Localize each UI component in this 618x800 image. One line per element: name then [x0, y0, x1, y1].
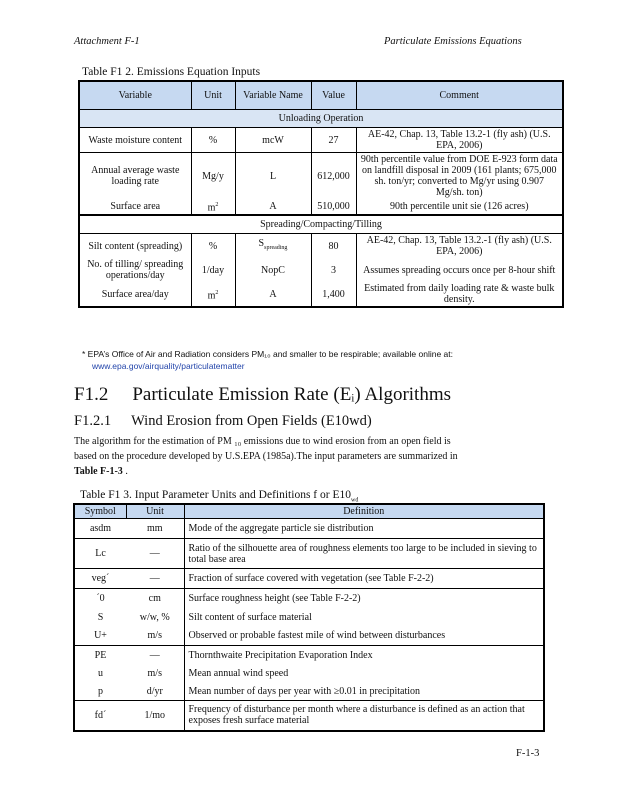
cell: 510,000 [311, 199, 356, 215]
section-heading: F1.2 Particulate Emission Rate (Eᵢ) Algorithms [74, 384, 451, 405]
table-row [79, 153, 563, 200]
table-row [74, 608, 544, 627]
subsection-heading: F1.2.1 Wind Erosion from Open Fields (E10wd) [74, 413, 372, 429]
table-row [79, 199, 563, 215]
cell: — [149, 649, 160, 661]
cell: Surface area [110, 201, 161, 213]
running-header-left: Attachment F-1 [74, 36, 140, 47]
cell: A [235, 282, 311, 307]
table-header-row [74, 504, 544, 519]
cell: 612,000 [311, 153, 356, 200]
input-parameters-table [73, 503, 545, 732]
col-header: Variable [79, 81, 191, 110]
table-reference: Table F-1-3 [74, 466, 123, 477]
section-row [79, 110, 563, 128]
cell: NopC [235, 258, 311, 282]
cell: Estimated from daily loading rate & waste bulk density. [356, 282, 563, 307]
cell: Surface roughness height (see Table F-2-2) [184, 589, 544, 608]
table-row [74, 683, 544, 701]
cell: 80 [311, 234, 356, 259]
table-row [74, 519, 544, 539]
cell: Mean annual wind speed [184, 665, 544, 683]
cell: m/s [126, 627, 184, 646]
cell: Observed or probable fastest mile of wind between disturbances [184, 627, 544, 646]
cell: No. of tilling/ spreading operations/day [87, 259, 184, 282]
cell: fd´ [94, 709, 107, 721]
cell: AE-42, Chap. 13, Table 13.2-1 (fly ash) (U.S. EPA, 2006) [356, 128, 563, 153]
cell: Frequency of disturbance per month where a disturbance is defined as an action that exposes fresh surface material [184, 701, 544, 731]
table-row [74, 539, 544, 569]
cell: mcW [235, 128, 311, 153]
cell: — [126, 569, 184, 589]
table1-caption: Table F1 2. Emissions Equation Inputs [82, 66, 261, 78]
table-row [74, 701, 544, 731]
table-row [79, 234, 563, 259]
section-title: Spreading/Compacting/Tilling [79, 215, 563, 234]
cell: Lc [74, 539, 126, 569]
cell: L [235, 153, 311, 200]
cell: $m^2$ [191, 199, 235, 215]
cell: 1/mo [144, 709, 166, 721]
cell: 90th percentile unit sie (126 acres) [356, 199, 563, 215]
cell: Mean number of days per year with ≥0.01 in precipitation [184, 683, 544, 701]
cell: p [74, 683, 126, 701]
col-header: Variable Name [235, 81, 311, 110]
table-row [74, 665, 544, 683]
running-header-right: Particulate Emissions Equations [384, 36, 522, 47]
emissions-inputs-table [78, 80, 564, 308]
cell: veg´ [74, 569, 126, 589]
table-row [79, 258, 563, 282]
cell: Annual average waste loading rate [91, 165, 180, 187]
cell: 1,400 [311, 282, 356, 307]
cell: S [97, 611, 104, 623]
col-header: Unit [126, 504, 184, 519]
col-header: Definition [184, 504, 544, 519]
cell: A [235, 199, 311, 215]
cell: % [191, 234, 235, 259]
cell: Silt content of surface material [184, 608, 544, 627]
cell: 1/day [191, 258, 235, 282]
cell: 27 [311, 128, 356, 153]
footnote: * EPA’s Office of Air and Radiation considers PM₁₀ and smaller to be respirable; available online at: [82, 349, 453, 359]
cell: $m^2$ [191, 282, 235, 307]
cell: Mode of the aggregate particle sie distribution [184, 519, 544, 539]
cell: $S_{spreading}$ [235, 234, 311, 259]
table-row [74, 569, 544, 589]
cell: asdm [74, 519, 126, 539]
cell: — [126, 539, 184, 569]
page-number: F-1-3 [516, 748, 540, 759]
col-header: Unit [191, 81, 235, 110]
cell: Fraction of surface covered with vegetation (see Table F-2-2) [184, 569, 544, 589]
body-paragraph: The algorithm for the estimation of PM ₁₀ emissions due to wind erosion from an open field is based on the procedure developed by U.S.EPA (1985a).The input parameters are summarized in Table F-1-3 . [74, 436, 458, 477]
cell: Thornthwaite Precipitation Evaporation Index [184, 646, 544, 665]
table2-caption: Table F1 3. Input Parameter Units and Definitions f or $E10_{wd}$ [80, 489, 359, 504]
cell: cm [148, 592, 161, 604]
table-row [79, 128, 563, 153]
cell: Waste moisture content [79, 128, 191, 153]
col-header: Value [311, 81, 356, 110]
section-row [79, 215, 563, 234]
cell: w/w, % [139, 611, 170, 623]
cell: 90th percentile value from DOE E-923 form data on landfill disposal in 2009 (161 plants; 675,000 sh. ton/yr; converted to Mg/yr using 0.907 Mg/sh. ton) [356, 153, 563, 200]
cell: PE [94, 649, 107, 661]
cell: U+ [74, 627, 126, 646]
table-row [74, 589, 544, 608]
table-row [79, 282, 563, 307]
cell: m/s [147, 668, 162, 679]
table-header-row [79, 81, 563, 110]
cell: 3 [311, 258, 356, 282]
cell: Surface area/day [101, 288, 169, 300]
col-header: Symbol [74, 504, 126, 519]
cell: mm [126, 519, 184, 539]
footnote-link[interactable]: www.epa.gov/airquality/particulatematter [92, 361, 245, 371]
cell: Silt content (spreading) [88, 240, 183, 252]
table-row [74, 627, 544, 646]
cell: u [98, 668, 103, 679]
cell: Assumes spreading occurs once per 8-hour shift [356, 258, 563, 282]
cell: % [191, 128, 235, 153]
cell: ´0 [96, 592, 105, 604]
col-header: Comment [356, 81, 563, 110]
cell: d/yr [126, 683, 184, 701]
cell: AE-42, Chap. 13, Table 13.2.-1 (fly ash) (U.S. EPA, 2006) [356, 234, 563, 259]
section-title: Unloading Operation [79, 110, 563, 128]
cell: Ratio of the silhouette area of roughness elements too large to be included in sieving to total base area [184, 539, 544, 569]
table-row [74, 646, 544, 665]
cell: Mg/y [191, 153, 235, 200]
